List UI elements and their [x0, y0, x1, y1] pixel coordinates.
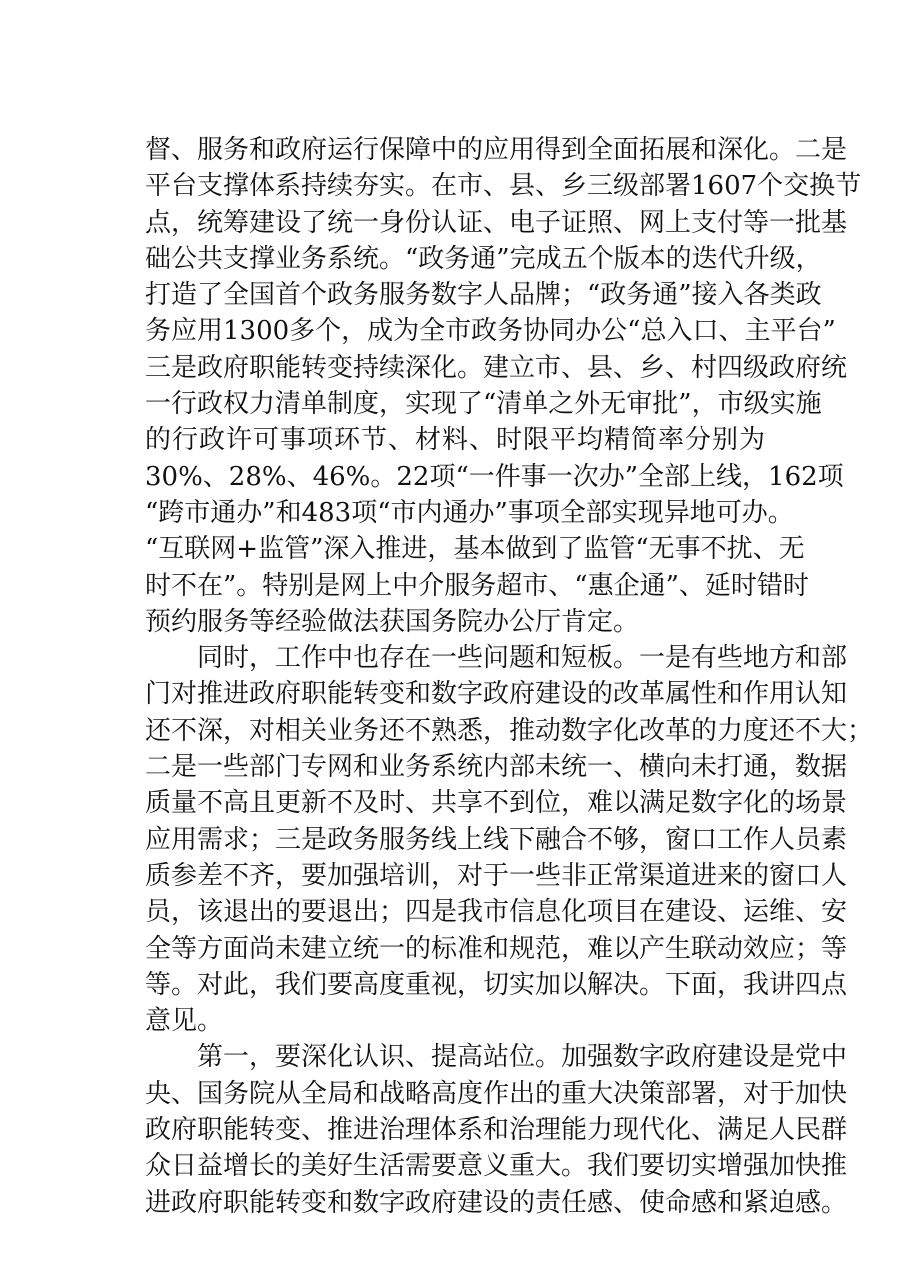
text-line: 务应用1300多个，成为全市政务协同办公“总入口、主平台”	[145, 316, 836, 347]
text-line: 意见。	[145, 1006, 224, 1037]
text-line: 础公共支撑业务系统。“政务通”完成五个版本的迭代升级，	[145, 243, 822, 274]
text-line: 政府职能转变、推进治理体系和治理能力现代化、满足人民群	[145, 1115, 848, 1146]
text-line: 质量不高且更新不及时、共享不到位，难以满足数字化的场景	[145, 788, 848, 819]
text-line: 员，该退出的要退出；四是我市信息化项目在建设、运维、安	[145, 897, 848, 928]
text-line: 预约服务等经验做法获国务院办公厅肯定。	[145, 606, 640, 637]
text-line: 应用需求；三是政务服务线上线下融合不够，窗口工作人员素	[145, 824, 848, 855]
text-line: 央、国务院从全局和战略高度作出的重大决策部署，对于加快	[145, 1078, 848, 1109]
text-line: 时不在”。特别是网上中介服务超市、“惠企通”、延时错时	[145, 570, 809, 601]
text-line: 打造了全国首个政务服务数字人品牌；“政务通”接入各类政	[145, 280, 822, 311]
text-line: “跨市通办”和483项“市内通办”事项全部实现异地可办。	[145, 497, 794, 528]
text-line: 30%、28%、46%。22项“一件事一次办”全部上线，162项	[145, 461, 844, 492]
text-line: 二是一些部门专网和业务系统内部未统一、横向未打通，数据	[145, 752, 848, 783]
text-line: 还不深，对相关业务还不熟悉，推动数字化改革的力度还不大；	[145, 715, 874, 746]
text-line: 全等方面尚未建立统一的标准和规范，难以产生联动效应；等	[145, 933, 848, 964]
text-line: “互联网+监管”深入推进，基本做到了监管“无事不扰、无	[145, 534, 805, 565]
text-line: 众日益增长的美好生活需要意义重大。我们要切实增强加快推	[145, 1151, 848, 1182]
text-line: 门对推进政府职能转变和数字政府建设的改革属性和作用认知	[145, 679, 848, 710]
text-line: 第一，要深化认识、提高站位。加强数字政府建设是党中	[197, 1042, 848, 1073]
text-line: 三是政府职能转变持续深化。建立市、县、乡、村四级政府统	[145, 352, 848, 383]
document-page	[145, 132, 874, 1221]
text-line: 点，统筹建设了统一身份认证、电子证照、网上支付等一批基	[145, 207, 848, 238]
text-line: 同时，工作中也存在一些问题和短板。一是有些地方和部	[197, 643, 848, 674]
text-line: 等。对此，我们要高度重视，切实加以解决。下面，我讲四点	[145, 969, 848, 1000]
text-line: 的行政许可事项环节、材料、时限平均精简率分别为	[145, 425, 765, 456]
text-line: 质参差不齐，要加强培训，对于一些非正常渠道进来的窗口人	[145, 860, 848, 891]
text-line: 平台支撑体系持续夯实。在市、县、乡三级部署1607个交换节	[145, 171, 862, 202]
text-line: 督、服务和政府运行保障中的应用得到全面拓展和深化。二是	[145, 135, 848, 165]
text-line: 一行政权力清单制度，实现了“清单之外无审批”，市级实施	[145, 389, 822, 420]
text-line: 进政府职能转变和数字政府建设的责任感、使命感和紧迫感。	[145, 1187, 848, 1218]
